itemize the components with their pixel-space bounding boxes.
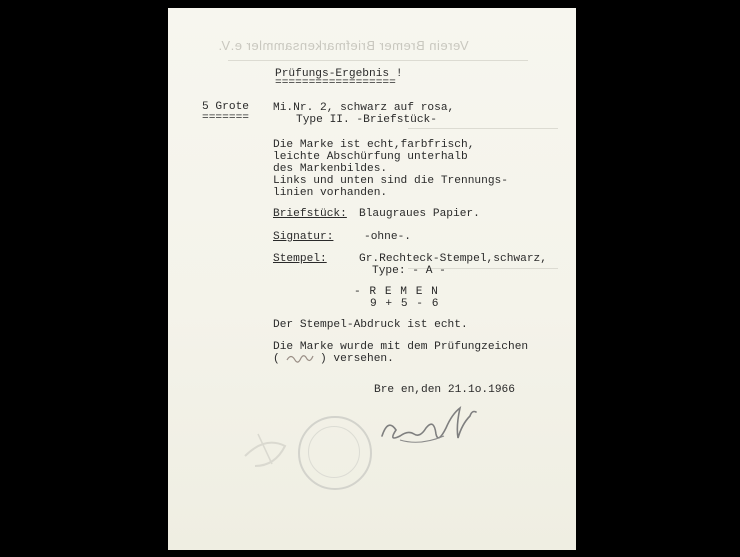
title-rule: ==================	[275, 77, 396, 89]
signature	[372, 400, 482, 452]
echt-line: Der Stempel-Abdruck ist echt.	[273, 319, 468, 331]
body-line: leichte Abschürfung unterhalb	[273, 151, 468, 163]
document-paper	[168, 8, 576, 550]
stempel-value: Gr.Rechteck-Stempel,schwarz,	[359, 253, 547, 265]
mark-line: Die Marke wurde mit dem Prüfungzeichen	[273, 341, 529, 353]
signatur-value: -ohne-.	[364, 231, 411, 243]
showthrough-rule	[408, 128, 558, 129]
letterhead-showthrough: Verein Bremer Briefmarkensammler e.V.	[218, 38, 469, 53]
type-line: Type II. -Briefstück-	[296, 114, 437, 126]
body-line: Links und unten sind die Trennungs-	[273, 175, 508, 187]
body-line: des Markenbildes.	[273, 163, 388, 175]
briefstueck-label: Briefstück:	[273, 208, 347, 220]
postmark-text: - R E M E N	[354, 286, 439, 298]
showthrough-rule	[228, 60, 528, 61]
denomination-label: 5 Grote	[202, 101, 249, 113]
postmark-date: 9 + 5 - 6	[370, 298, 440, 310]
place-date-line: Bre en,den 21.1o.1966	[374, 384, 515, 396]
showthrough-logo	[240, 426, 300, 476]
briefstueck-value: Blaugraues Papier.	[359, 208, 480, 220]
pruefzeichen-mark	[284, 351, 316, 365]
body-line: Die Marke ist echt,farbfrisch,	[273, 139, 475, 151]
mark-line: ( ) versehen.	[273, 353, 394, 365]
signatur-label: Signatur:	[273, 231, 334, 243]
body-line: linien vorhanden.	[273, 187, 388, 199]
denomination-rule: =======	[202, 112, 249, 124]
document-title: Prüfungs-Ergebnis !	[275, 68, 403, 80]
stempel-label: Stempel:	[273, 253, 327, 265]
stempel-type: Type: - A -	[372, 265, 446, 277]
stamp-showthrough-inner	[308, 426, 360, 478]
catalog-line: Mi.Nr. 2, schwarz auf rosa,	[273, 102, 455, 114]
